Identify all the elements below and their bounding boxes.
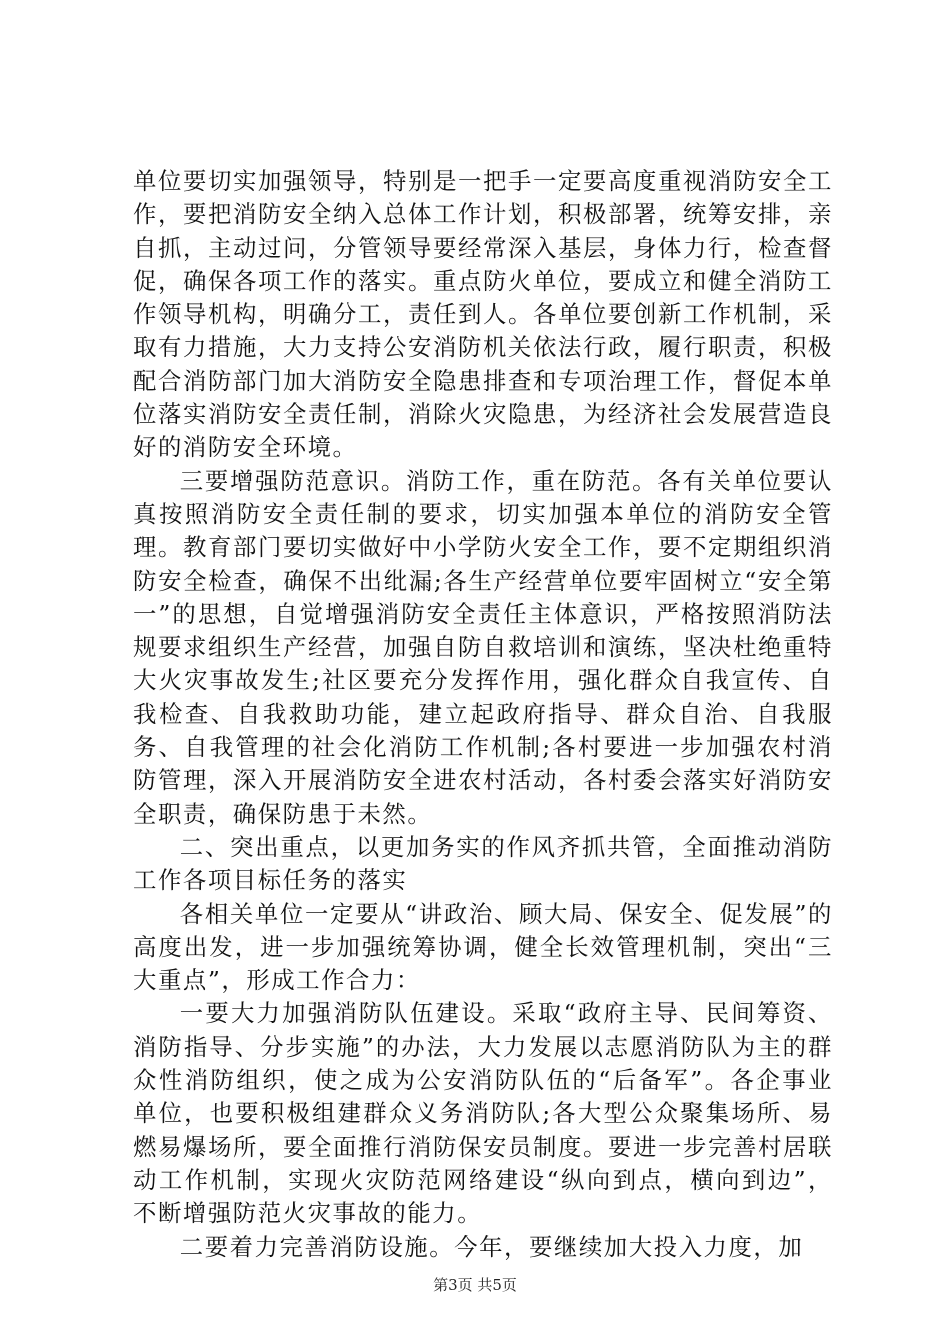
paragraph-prevention-awareness: 三要增强防范意识。消防工作，重在防范。各有关单位要认真按照消防安全责任制的要求，切实加强本单位的消防安全管理。教育部门要切实做好中小学防火安全工作，要不定期组织消防安全检查，确保不出纰漏;各生产经营单位要牢固树立“安全第一”的思想，自觉增强消防安全责任主体意识，严格按照消防法规要求组织生产经营，加强自防自救培训和演练，坚决杜绝重特大火灾事故发生;社区要充分发挥作用，强化群众自我宣传、自我检查、自我救助功能，建立起政府指导、群众自治、自我服务、自我管理的社会化消防工作机制;各村要进一步加强农村消防管理，深入开展消防安全进农村活动，各村委会落实好消防安全职责，确保防患于未然。 xyxy=(133,466,833,828)
paragraph-fire-brigade: 一要大力加强消防队伍建设。采取“政府主导、民间筹资、消防指导、分步实施”的办法，大力发展以志愿消防队为主的群众性消防组织，使之成为公安消防队伍的“后备军”。各企事业单位，也要积极组建群众义务消防队;各大型公众聚集场所、易燃易爆场所，要全面推行消防保安员制度。要进一步完善村居联动工作机制，实现火灾防范网络建设“纵向到点，横向到边”，不断增强防范火灾事故的能力。 xyxy=(133,999,833,1228)
document-body xyxy=(133,165,833,1264)
page-number-footer: 第3页 共5页 xyxy=(433,1276,517,1294)
section-heading-two: 二、突出重点，以更加务实的作风齐抓共管，全面推动消防工作各项目标任务的落实 xyxy=(133,832,833,895)
paragraph-key-points-intro: 各相关单位一定要从“讲政治、顾大局、保安全、促发展”的高度出发，进一步加强统筹协调，健全长效管理机制，突出“三大重点”，形成工作合力： xyxy=(133,899,833,995)
paragraph-leadership: 单位要切实加强领导，特别是一把手一定要高度重视消防安全工作，要把消防安全纳入总体工作计划，积极部署，统筹安排，亲自抓，主动过问，分管领导要经常深入基层，身体力行，检查督促，确保各项工作的落实。重点防火单位，要成立和健全消防工作领导机构，明确分工，责任到人。各单位要创新工作机制，采取有力措施，大力支持公安消防机关依法行政，履行职责，积极配合消防部门加大消防安全隐患排查和专项治理工作，督促本单位落实消防安全责任制，消除火灾隐患，为经济社会发展营造良好的消防安全环境。 xyxy=(133,167,833,462)
paragraph-fire-facilities: 二要着力完善消防设施。今年，要继续加大投入力度，加 xyxy=(179,1232,804,1261)
